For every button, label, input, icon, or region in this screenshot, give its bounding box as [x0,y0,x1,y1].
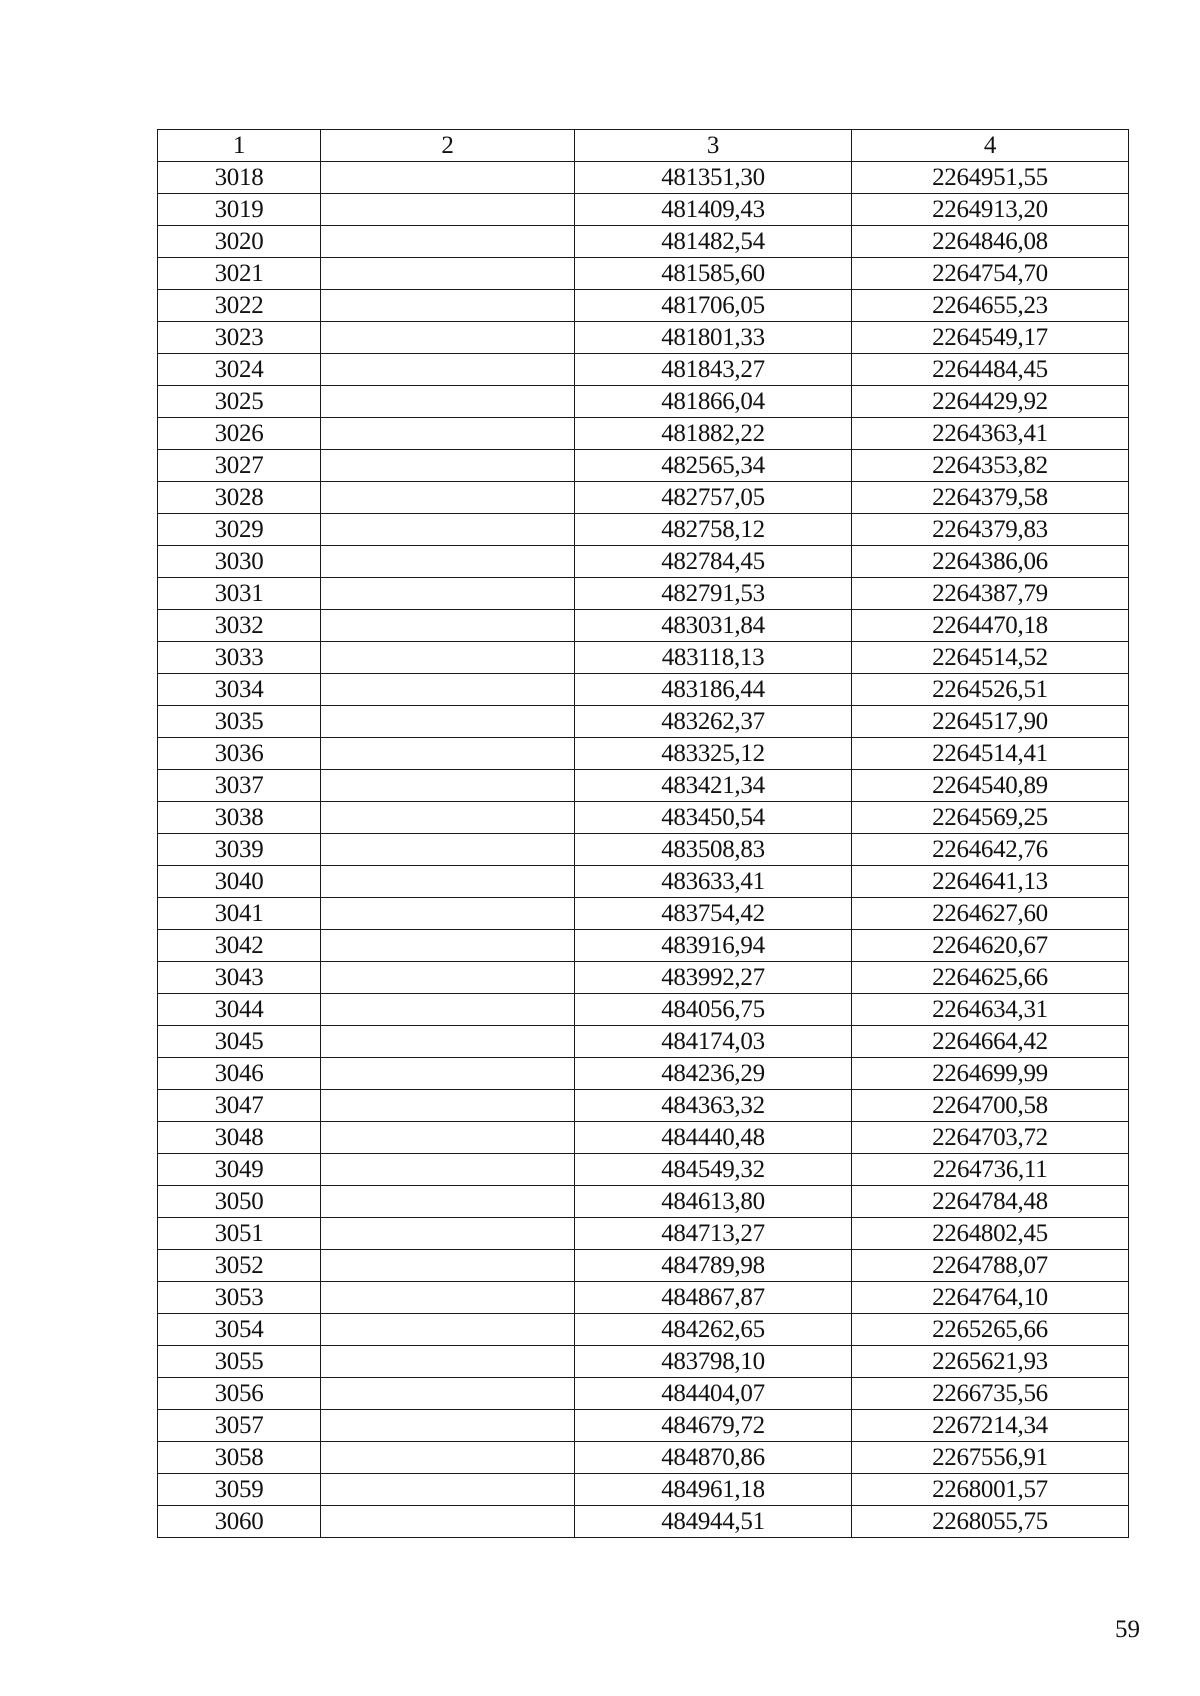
x-coordinate-cell: 481843,27 [575,354,852,386]
empty-cell [321,514,575,546]
y-coordinate-cell: 2264655,23 [852,290,1129,322]
point-number-cell: 3036 [158,738,321,770]
x-coordinate-cell: 482758,12 [575,514,852,546]
empty-cell [321,450,575,482]
table-row [158,546,1129,578]
empty-cell [321,1250,575,1282]
table-row [158,1506,1129,1538]
point-number-cell: 3030 [158,546,321,578]
y-coordinate-cell: 2264754,70 [852,258,1129,290]
empty-cell [321,674,575,706]
point-number-cell: 3033 [158,642,321,674]
table-row [158,482,1129,514]
x-coordinate-cell: 483031,84 [575,610,852,642]
table-row [158,1474,1129,1506]
coordinates-table [157,129,1129,1538]
point-number-cell: 3020 [158,226,321,258]
empty-cell [321,290,575,322]
point-number-cell: 3035 [158,706,321,738]
table-header [158,130,1129,162]
y-coordinate-cell: 2264484,45 [852,354,1129,386]
y-coordinate-cell: 2265265,66 [852,1314,1129,1346]
empty-cell [321,642,575,674]
y-coordinate-cell: 2264802,45 [852,1218,1129,1250]
x-coordinate-cell: 481409,43 [575,194,852,226]
point-number-cell: 3040 [158,866,321,898]
point-number-cell: 3041 [158,898,321,930]
table-row [158,1314,1129,1346]
empty-cell [321,962,575,994]
table-row [158,738,1129,770]
page-number: 59 [1115,1616,1140,1643]
table-row [158,162,1129,194]
empty-cell [321,482,575,514]
point-number-cell: 3029 [158,514,321,546]
y-coordinate-cell: 2264703,72 [852,1122,1129,1154]
table-row [158,930,1129,962]
header-row [158,130,1129,162]
table-row [158,1378,1129,1410]
point-number-cell: 3046 [158,1058,321,1090]
x-coordinate-cell: 484404,07 [575,1378,852,1410]
empty-cell [321,1378,575,1410]
y-coordinate-cell: 2264549,17 [852,322,1129,354]
x-coordinate-cell: 481801,33 [575,322,852,354]
table-row [158,578,1129,610]
table-row [158,1154,1129,1186]
table-row [158,386,1129,418]
y-coordinate-cell: 2264514,52 [852,642,1129,674]
point-number-cell: 3031 [158,578,321,610]
empty-cell [321,834,575,866]
x-coordinate-cell: 481706,05 [575,290,852,322]
y-coordinate-cell: 2264699,99 [852,1058,1129,1090]
x-coordinate-cell: 482565,34 [575,450,852,482]
y-coordinate-cell: 2264951,55 [852,162,1129,194]
header-cell-4: 4 [852,130,1129,162]
empty-cell [321,1282,575,1314]
empty-cell [321,322,575,354]
point-number-cell: 3045 [158,1026,321,1058]
y-coordinate-cell: 2268001,57 [852,1474,1129,1506]
table-row [158,1122,1129,1154]
x-coordinate-cell: 482784,45 [575,546,852,578]
point-number-cell: 3059 [158,1474,321,1506]
empty-cell [321,1474,575,1506]
table-row [158,1442,1129,1474]
header-cell-2: 2 [321,130,575,162]
point-number-cell: 3039 [158,834,321,866]
table-row [158,1250,1129,1282]
table-row [158,610,1129,642]
y-coordinate-cell: 2264620,67 [852,930,1129,962]
x-coordinate-cell: 484789,98 [575,1250,852,1282]
point-number-cell: 3050 [158,1186,321,1218]
y-coordinate-cell: 2264470,18 [852,610,1129,642]
header-cell-3: 3 [575,130,852,162]
x-coordinate-cell: 483118,13 [575,642,852,674]
point-number-cell: 3021 [158,258,321,290]
table-row [158,898,1129,930]
x-coordinate-cell: 484440,48 [575,1122,852,1154]
x-coordinate-cell: 484363,32 [575,1090,852,1122]
x-coordinate-cell: 484262,65 [575,1314,852,1346]
header-cell-1: 1 [158,130,321,162]
y-coordinate-cell: 2266735,56 [852,1378,1129,1410]
empty-cell [321,802,575,834]
y-coordinate-cell: 2264736,11 [852,1154,1129,1186]
x-coordinate-cell: 482757,05 [575,482,852,514]
empty-cell [321,1442,575,1474]
point-number-cell: 3025 [158,386,321,418]
point-number-cell: 3052 [158,1250,321,1282]
point-number-cell: 3058 [158,1442,321,1474]
point-number-cell: 3027 [158,450,321,482]
x-coordinate-cell: 484961,18 [575,1474,852,1506]
table-row [158,1186,1129,1218]
y-coordinate-cell: 2264764,10 [852,1282,1129,1314]
y-coordinate-cell: 2264664,42 [852,1026,1129,1058]
table-row [158,1218,1129,1250]
y-coordinate-cell: 2264429,92 [852,386,1129,418]
point-number-cell: 3038 [158,802,321,834]
empty-cell [321,578,575,610]
x-coordinate-cell: 483798,10 [575,1346,852,1378]
x-coordinate-cell: 483450,54 [575,802,852,834]
empty-cell [321,706,575,738]
x-coordinate-cell: 484867,87 [575,1282,852,1314]
x-coordinate-cell: 482791,53 [575,578,852,610]
y-coordinate-cell: 2264642,76 [852,834,1129,866]
point-number-cell: 3060 [158,1506,321,1538]
y-coordinate-cell: 2264514,41 [852,738,1129,770]
point-number-cell: 3022 [158,290,321,322]
y-coordinate-cell: 2264788,07 [852,1250,1129,1282]
point-number-cell: 3019 [158,194,321,226]
empty-cell [321,866,575,898]
point-number-cell: 3034 [158,674,321,706]
y-coordinate-cell: 2264700,58 [852,1090,1129,1122]
y-coordinate-cell: 2268055,75 [852,1506,1129,1538]
y-coordinate-cell: 2264569,25 [852,802,1129,834]
point-number-cell: 3051 [158,1218,321,1250]
point-number-cell: 3055 [158,1346,321,1378]
table-row [158,418,1129,450]
y-coordinate-cell: 2267214,34 [852,1410,1129,1442]
x-coordinate-cell: 481482,54 [575,226,852,258]
empty-cell [321,194,575,226]
empty-cell [321,1506,575,1538]
empty-cell [321,386,575,418]
empty-cell [321,610,575,642]
y-coordinate-cell: 2264540,89 [852,770,1129,802]
y-coordinate-cell: 2264634,31 [852,994,1129,1026]
empty-cell [321,1122,575,1154]
x-coordinate-cell: 481585,60 [575,258,852,290]
table-row [158,642,1129,674]
table-row [158,1346,1129,1378]
empty-cell [321,1154,575,1186]
point-number-cell: 3057 [158,1410,321,1442]
point-number-cell: 3042 [158,930,321,962]
table-row [158,834,1129,866]
x-coordinate-cell: 484549,32 [575,1154,852,1186]
x-coordinate-cell: 483186,44 [575,674,852,706]
table-row [158,1282,1129,1314]
y-coordinate-cell: 2264846,08 [852,226,1129,258]
empty-cell [321,738,575,770]
point-number-cell: 3023 [158,322,321,354]
x-coordinate-cell: 483262,37 [575,706,852,738]
empty-cell [321,354,575,386]
y-coordinate-cell: 2264353,82 [852,450,1129,482]
table-row [158,1026,1129,1058]
empty-cell [321,1058,575,1090]
point-number-cell: 3037 [158,770,321,802]
x-coordinate-cell: 483992,27 [575,962,852,994]
y-coordinate-cell: 2264387,79 [852,578,1129,610]
x-coordinate-cell: 481351,30 [575,162,852,194]
y-coordinate-cell: 2264526,51 [852,674,1129,706]
x-coordinate-cell: 483325,12 [575,738,852,770]
point-number-cell: 3056 [158,1378,321,1410]
table-row [158,258,1129,290]
x-coordinate-cell: 484056,75 [575,994,852,1026]
table-row [158,994,1129,1026]
point-number-cell: 3028 [158,482,321,514]
y-coordinate-cell: 2264625,66 [852,962,1129,994]
empty-cell [321,1090,575,1122]
table-row [158,290,1129,322]
table-row [158,194,1129,226]
y-coordinate-cell: 2264627,60 [852,898,1129,930]
table-row [158,226,1129,258]
x-coordinate-cell: 484870,86 [575,1442,852,1474]
x-coordinate-cell: 481866,04 [575,386,852,418]
table-row [158,802,1129,834]
table-row [158,706,1129,738]
table-row [158,322,1129,354]
y-coordinate-cell: 2267556,91 [852,1442,1129,1474]
y-coordinate-cell: 2264641,13 [852,866,1129,898]
point-number-cell: 3026 [158,418,321,450]
x-coordinate-cell: 484679,72 [575,1410,852,1442]
y-coordinate-cell: 2264386,06 [852,546,1129,578]
table-row [158,1090,1129,1122]
x-coordinate-cell: 483633,41 [575,866,852,898]
table-row [158,514,1129,546]
table-row [158,1410,1129,1442]
point-number-cell: 3032 [158,610,321,642]
y-coordinate-cell: 2264517,90 [852,706,1129,738]
empty-cell [321,258,575,290]
empty-cell [321,1314,575,1346]
x-coordinate-cell: 483421,34 [575,770,852,802]
empty-cell [321,898,575,930]
y-coordinate-cell: 2264363,41 [852,418,1129,450]
empty-cell [321,930,575,962]
point-number-cell: 3043 [158,962,321,994]
table-row [158,354,1129,386]
point-number-cell: 3024 [158,354,321,386]
empty-cell [321,546,575,578]
x-coordinate-cell: 484236,29 [575,1058,852,1090]
point-number-cell: 3053 [158,1282,321,1314]
x-coordinate-cell: 483754,42 [575,898,852,930]
empty-cell [321,226,575,258]
table-row [158,866,1129,898]
table-row [158,962,1129,994]
point-number-cell: 3047 [158,1090,321,1122]
empty-cell [321,418,575,450]
x-coordinate-cell: 483916,94 [575,930,852,962]
empty-cell [321,1218,575,1250]
point-number-cell: 3044 [158,994,321,1026]
empty-cell [321,1026,575,1058]
x-coordinate-cell: 484713,27 [575,1218,852,1250]
y-coordinate-cell: 2265621,93 [852,1346,1129,1378]
point-number-cell: 3049 [158,1154,321,1186]
y-coordinate-cell: 2264379,83 [852,514,1129,546]
empty-cell [321,770,575,802]
y-coordinate-cell: 2264379,58 [852,482,1129,514]
table-body [158,162,1129,1538]
y-coordinate-cell: 2264784,48 [852,1186,1129,1218]
table-row [158,674,1129,706]
x-coordinate-cell: 481882,22 [575,418,852,450]
table-row [158,1058,1129,1090]
x-coordinate-cell: 484613,80 [575,1186,852,1218]
x-coordinate-cell: 483508,83 [575,834,852,866]
point-number-cell: 3018 [158,162,321,194]
empty-cell [321,1410,575,1442]
empty-cell [321,1186,575,1218]
empty-cell [321,994,575,1026]
empty-cell [321,162,575,194]
x-coordinate-cell: 484174,03 [575,1026,852,1058]
y-coordinate-cell: 2264913,20 [852,194,1129,226]
empty-cell [321,1346,575,1378]
table-row [158,770,1129,802]
table-row [158,450,1129,482]
point-number-cell: 3054 [158,1314,321,1346]
point-number-cell: 3048 [158,1122,321,1154]
x-coordinate-cell: 484944,51 [575,1506,852,1538]
